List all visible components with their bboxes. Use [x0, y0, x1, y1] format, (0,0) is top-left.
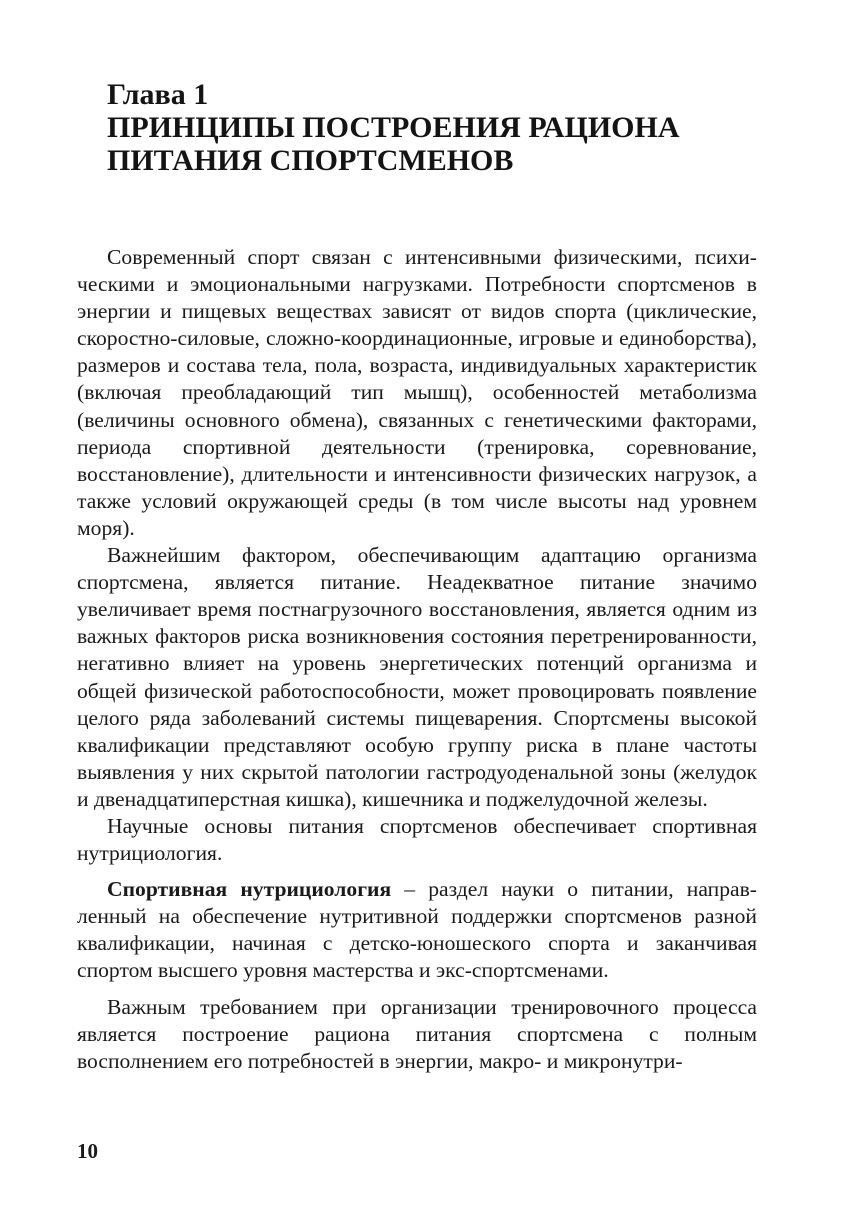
- chapter-title-line-2: ПИТАНИЯ СПОРТСМЕНОВ: [107, 144, 514, 177]
- chapter-heading: [107, 78, 787, 177]
- paragraph-5: Важным требованием при организации тренировочного процесса является построение рациона питания спортсмена с полным восполнением его потребностей в энергии, макро- и микронутри-: [77, 994, 757, 1073]
- term-sports-nutriciology: Спортивная нутрициология: [107, 877, 392, 902]
- body-text: [77, 244, 757, 1075]
- chapter-title-line-1: ПРИНЦИПЫ ПОСТРОЕНИЯ РАЦИОНА: [107, 111, 680, 144]
- page-number: 10: [77, 1139, 98, 1163]
- chapter-number: Глава 1: [107, 78, 209, 111]
- paragraph-3: Научные основы питания спортсменов обеспечивает спортивная нутрициология.: [77, 813, 757, 866]
- paragraph-1: Современный спорт связан с интенсивными физическими, психическими и эмоциональными нагрузками. Потребности спортсменов в энергии и пищевых веществах зависят от видов спорта (циклические, скоростно-силовые, сложно-координационные, игровые и единоборства), размеров и состава тела, пола, возраста, индивидуальных характеристик (включая преобладающий тип мышц), особенностей метаболизма (величины основного обмена), связанных с генетическими факторами, периода спортивной деятельности (тренировка, соревнование, восстановление), длительности и интенсивности физических нагрузок, а также условий окружающей среды (в том числе высоты над уровнем моря).: [77, 245, 757, 540]
- paragraph-4: [77, 876, 757, 984]
- paragraph-4-text: – раздел науки о питании, направленный на обеспечение нутритивной поддержки спортсменов разной квалификации, начиная с детско-юношеского спорта и заканчивая спортом высшего уровня мастерства и экс-спортсменами.: [77, 877, 757, 983]
- paragraph-2: Важнейшим фактором, обеспечивающим адаптацию организма спортсмена, является питание. Неадекватное питание значимо увеличивает время постнагрузочного восстановления, является одним из важных факторов риска возникновения состояния перетренированности, негативно влияет на уровень энергетических потенций организма и общей физической работоспособности, может провоцировать появление целого ряда заболеваний системы пищеварения. Спортсмены высокой квалификации представляют особую группу риска в плане частоты выявления у них скрытой патологии гастродуоденальной зоны (желудок и двенадцатиперстная кишка), кишечника и поджелудочной железы.: [77, 543, 757, 811]
